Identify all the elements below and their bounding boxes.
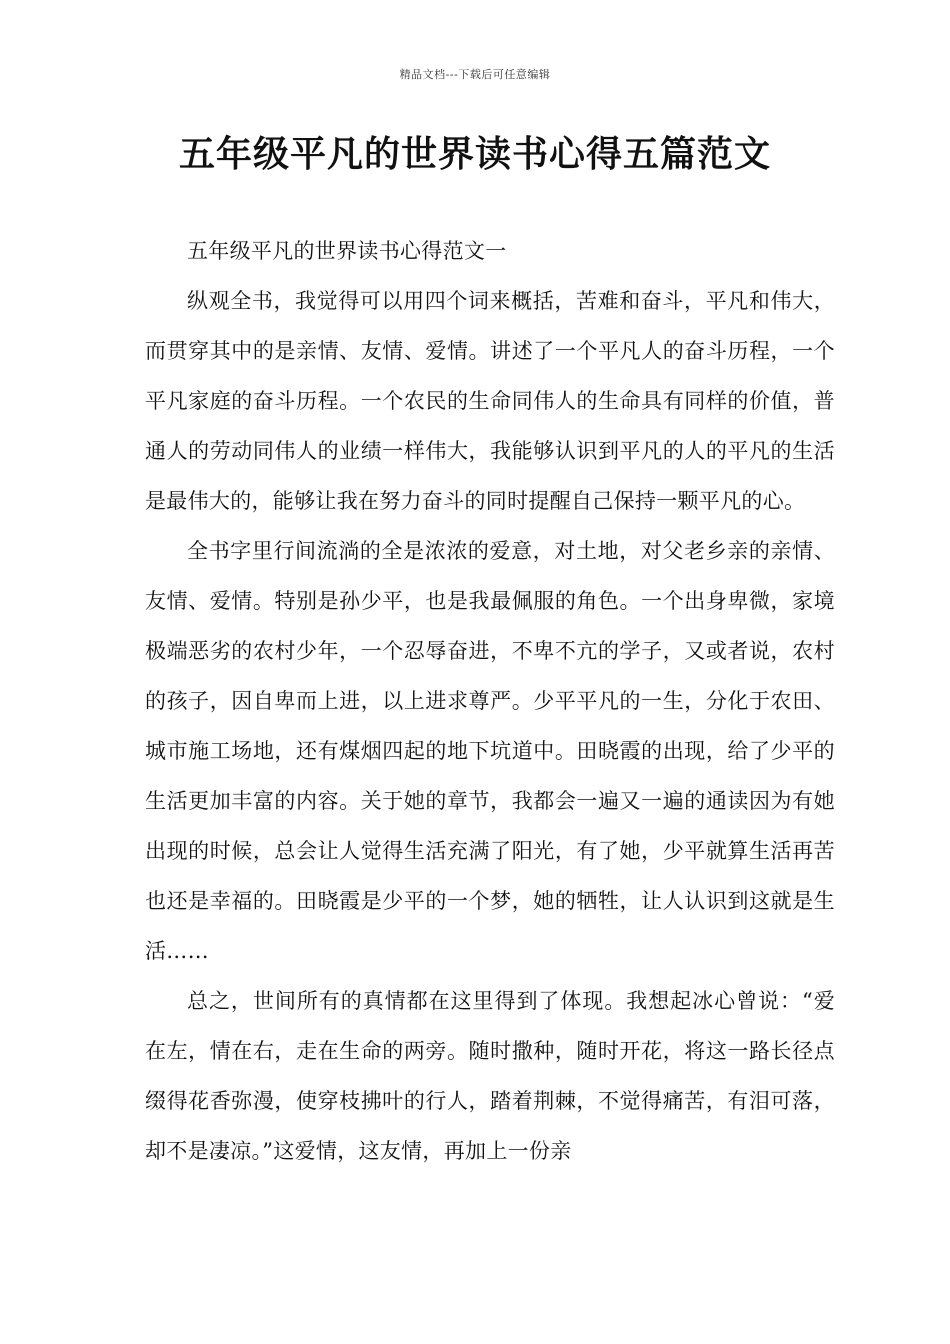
document-title: 五年级平凡的世界读书心得五篇范文 bbox=[178, 133, 771, 175]
paragraph-3: 总之，世间所有的真情都在这里得到了体现。我想起冰心曾说：“爱在左，情在右，走在生命的两旁。随时撒种，随时开花，将这一路长径点缀得花香弥漫，使穿枝拂叶的行人，踏着荆棘，不觉得痛苦，有泪可落，却不是凄凉。”这爱情，这友情，再加上一份亲 bbox=[145, 989, 835, 1163]
paragraph-2: 全书字里行间流淌的全是浓浓的爱意，对土地，对父老乡亲的亲情、友情、爱情。特别是孙少平，也是我最佩服的角色。一个出身卑微，家境极端恶劣的农村少年，一个忍辱奋进，不卑不亢的学子，又或者说，农村的孩子，因自卑而上进，以上进求尊严。少平平凡的一生，分化于农田、城市施工场地，还有煤烟四起的地下坑道中。田晓霞的出现，给了少平的生活更加丰富的内容。关于她的章节，我都会一遍又一遍的通读因为有她出现的时候，总会让人觉得生活充满了阳光，有了她，少平就算生活再苦也还是幸福的。田晓霞是少平的一个梦，她的牺牲，让人认识到这就是生活…… bbox=[145, 539, 835, 963]
header-note: 精品文档---下载后可任意编辑 bbox=[399, 68, 551, 81]
paragraph-1: 纵观全书，我觉得可以用四个词来概括，苦难和奋斗，平凡和伟大，而贯穿其中的是亲情、友情、爱情。讲述了一个平凡人的奋斗历程，一个平凡家庭的奋斗历程。一个农民的生命同伟人的生命具有同样的价值，普通人的劳动同伟人的业绩一样伟大，我能够认识到平凡的人的平凡的生活是最伟大的，能够让我在努力奋斗的同时提醒自己保持一颗平凡的心。 bbox=[145, 289, 835, 513]
document-body bbox=[145, 226, 835, 1176]
section-heading: 五年级平凡的世界读书心得范文一 bbox=[187, 239, 507, 263]
